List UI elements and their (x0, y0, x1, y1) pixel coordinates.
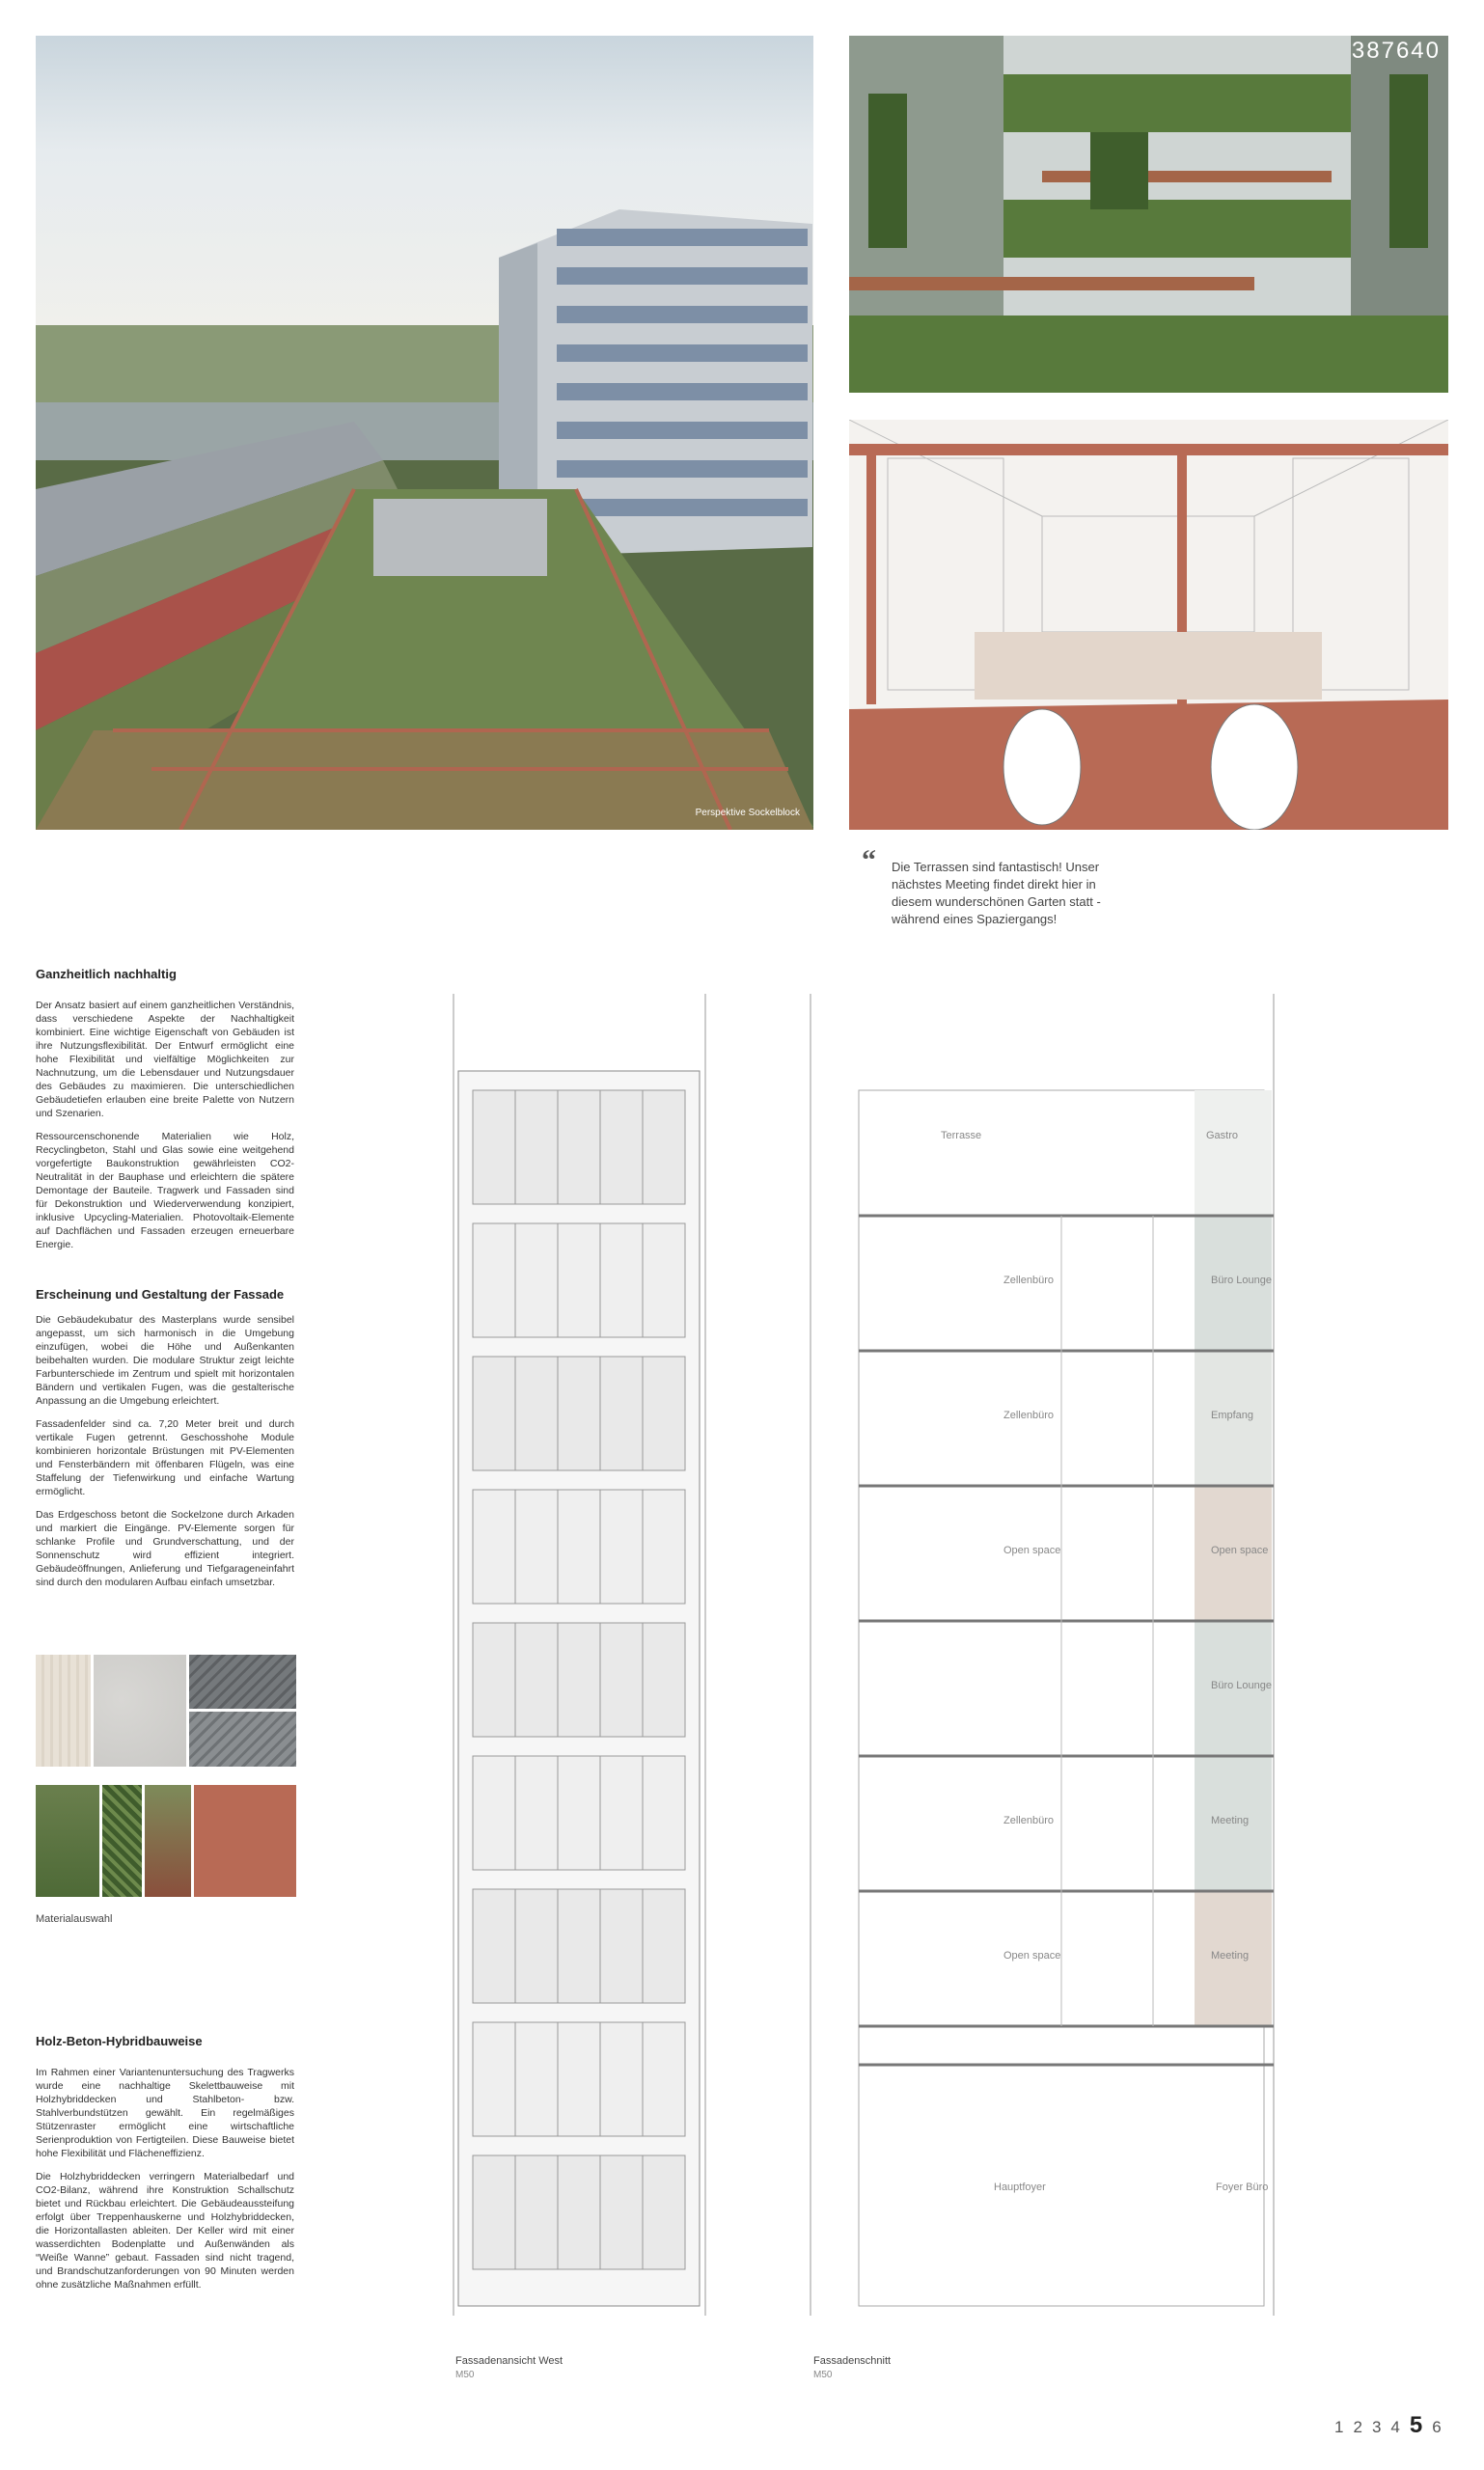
hero-perspective-image (36, 36, 813, 830)
page-link-1[interactable]: 1 (1334, 2418, 1344, 2436)
page-link-current[interactable]: 5 (1409, 2412, 1423, 2438)
swatch-wood (36, 1655, 91, 1767)
hero-caption: Perspektive Sockelblock (695, 808, 800, 818)
terrace-sketch-image (849, 420, 1448, 830)
room-label: Gastro (1206, 1130, 1239, 1141)
elevation-scale: M50 (455, 2370, 475, 2380)
room-label: Zellenbüro (1003, 1275, 1054, 1286)
materials-caption: Materialauswahl (36, 1913, 113, 1925)
facade-module (473, 1223, 685, 1337)
paragraph: Ressourcenschonende Materialien wie Holz, Recyclingbeton, Stahl und Glas sowie eine weitgehend vorgefertigte Baukonstruktion gewährleisten CO2-Neutralität in der Bauphase und erleichtern die spätere Demontage der Bauteile. Tragwerk und Fassaden sind für Dekonstruktion und Wiederverwendung konzipiert, inklusive Upcycling-Materialien. Photovoltaik-Elemente auf Dachflächen und Fassaden erzeugen erneuerbare Energie. (36, 1131, 294, 1250)
room-label: Zellenbüro (1003, 1815, 1054, 1826)
room-label: Meeting (1211, 1950, 1250, 1962)
section-caption (813, 2354, 891, 2382)
quote-text: Die Terrassen sind fantastisch! Unser nächstes Meeting findet direkt hier in diesem wunderschönen Garten statt -während eines Spaziergangs! (892, 860, 1101, 926)
section-title: Ganzheitlich nachhaltig (36, 967, 177, 981)
section-title: Erscheinung und Gestaltung der Fassade (36, 1287, 285, 1302)
swatch-metal-1 (189, 1655, 296, 1709)
page-link-3[interactable]: 3 (1371, 2418, 1382, 2436)
paragraph: Die Gebäudekubatur des Masterplans wurde sensibel angepasst, um sich harmonisch in die Umgebung einzufügen, wobei die Höhe und Außenkanten beibehalten wurden. Die modulare Struktur zeigt leichte Farbunterschiede im Zentrum und spielt mit horizontalen Bändern und vertikalen Fugen, was die gestalterische Anpassung an die Umgebung erleichtert. (36, 1314, 294, 1407)
room-label: Open space (1003, 1950, 1061, 1962)
terrace-sketch (849, 420, 1448, 830)
material-swatches (36, 1655, 296, 1906)
hero-rendering (36, 36, 813, 830)
facade-module (473, 1623, 685, 1737)
page-navigation (1334, 2412, 1451, 2439)
paragraph: Der Ansatz basiert auf einem ganzheitlichen Verständnis, dass verschiedene Aspekte der Nachhaltigkeit kombiniert. Eine wichtige Eigenschaft von Gebäuden ist ihre Nutzungsflexibilität. Der Entwurf ermöglicht eine hohe Flexibilität und vielfältige Möglichkeiten zur Nachnutzung, um die Lebensdauer und Nutzungsdauer des Gebäudes zu maximieren. Die unterschiedlichen Gebäudetiefen erlauben eine breite Palette von Nutzern und Szenarien. (36, 1000, 294, 1119)
elevation-svg (429, 994, 728, 2316)
text-column-2 (36, 1287, 294, 1599)
room-label: Open space (1003, 1545, 1061, 1556)
text-column-3 (36, 2034, 294, 2301)
page-link-6[interactable]: 6 (1432, 2418, 1442, 2436)
room-label: Terrasse (941, 1130, 982, 1141)
facade-module (473, 1490, 685, 1604)
project-code: 387640 (1351, 38, 1441, 64)
room-label: Büro Lounge (1211, 1275, 1272, 1286)
elevation-title: Fassadenansicht West (455, 2355, 563, 2367)
page-link-2[interactable]: 2 (1353, 2418, 1362, 2436)
terrace-rendering (849, 36, 1448, 393)
page-link-4[interactable]: 4 (1390, 2418, 1400, 2436)
facade-elevation-drawing (429, 994, 728, 2316)
section-scale: M50 (813, 2370, 833, 2380)
room-label: Zellenbüro (1003, 1410, 1054, 1421)
swatch-concrete (94, 1655, 186, 1767)
facade-module (473, 1357, 685, 1470)
facade-module (473, 2155, 685, 2269)
elevation-caption (455, 2354, 563, 2382)
room-label: Meeting (1211, 1815, 1250, 1826)
room-label: Empfang (1211, 1410, 1254, 1421)
room-label: Open space (1211, 1545, 1269, 1556)
room-label: Hauptfoyer (994, 2182, 1046, 2193)
text-column-1 (36, 967, 294, 1261)
section-title: Fassadenschnitt (813, 2355, 892, 2367)
facade-module (473, 1090, 685, 1204)
facade-module (473, 1889, 685, 2003)
section-svg (801, 994, 1288, 2316)
facade-module (473, 2022, 685, 2136)
swatch-terracotta (194, 1785, 296, 1897)
room-label: Büro Lounge (1211, 1680, 1272, 1691)
facade-module (473, 1756, 685, 1870)
room-label: Foyer Büro (1216, 2182, 1269, 2193)
section-title: Holz-Beton-Hybridbauweise (36, 2034, 203, 2048)
swatch-planter (145, 1785, 191, 1897)
swatch-ivy (102, 1785, 142, 1897)
swatch-green-wall (36, 1785, 99, 1897)
paragraph: Fassadenfelder sind ca. 7,20 Meter breit und durch vertikale Fugen getrennt. Geschosshohe Module kombinieren horizontale Brüstungen mit PV-Elementen und Fensterbändern mit öffenbaren Flügeln, was eine Staffelung der Tiefenwirkung und einfache Wartung ermöglicht. (36, 1418, 294, 1497)
quote-mark: “ (862, 844, 876, 876)
paragraph: Die Holzhybriddecken verringern Materialbedarf und CO2-Bilanz, während ihre Konstruktion Schallschutz bietet und Rückbau erleichtert. Die Gebäudeaussteifung erfolgt über Treppenhauskerne und Holzhybriddecken, die Horizontallasten ableiten. Der Keller wird mit einer wasserdichten Bodenplatte und Außenwänden als “Weiße Wanne” gebaut. Fassaden sind nicht tragend, und Brandschutzanforderungen von 90 Minuten werden ohne zusätzliche Maßnahmen erfüllt. (36, 2171, 294, 2291)
terrace-rendering-image (849, 36, 1448, 393)
paragraph: Das Erdgeschoss betont die Sockelzone durch Arkaden und markiert die Eingänge. PV-Elemente sorgen für schlanke Profile und Grundverschattung, und der Sonnenschutz wird effizient integriert. Gebäudeöffnungen, Anlieferung und Tiefgarageneinfahrt sind durch den modularen Aufbau einfach umsetzbar. (36, 1509, 294, 1588)
swatch-metal-2 (189, 1712, 296, 1767)
paragraph: Im Rahmen einer Variantenuntersuchung des Tragwerks wurde eine nachhaltige Skelettbauweise mit Holzhybriddecken und Stahlbeton- bzw. Stahlverbundstützen gewählt. Ein regelmäßiges Stützenraster ermöglicht eine wirtschaftliche Serienproduktion von Fertigteilen. Diese Bauweise bietet hohe Flexibilität und Flächeneffizienz. (36, 2067, 294, 2159)
facade-section-drawing (801, 994, 1288, 2316)
